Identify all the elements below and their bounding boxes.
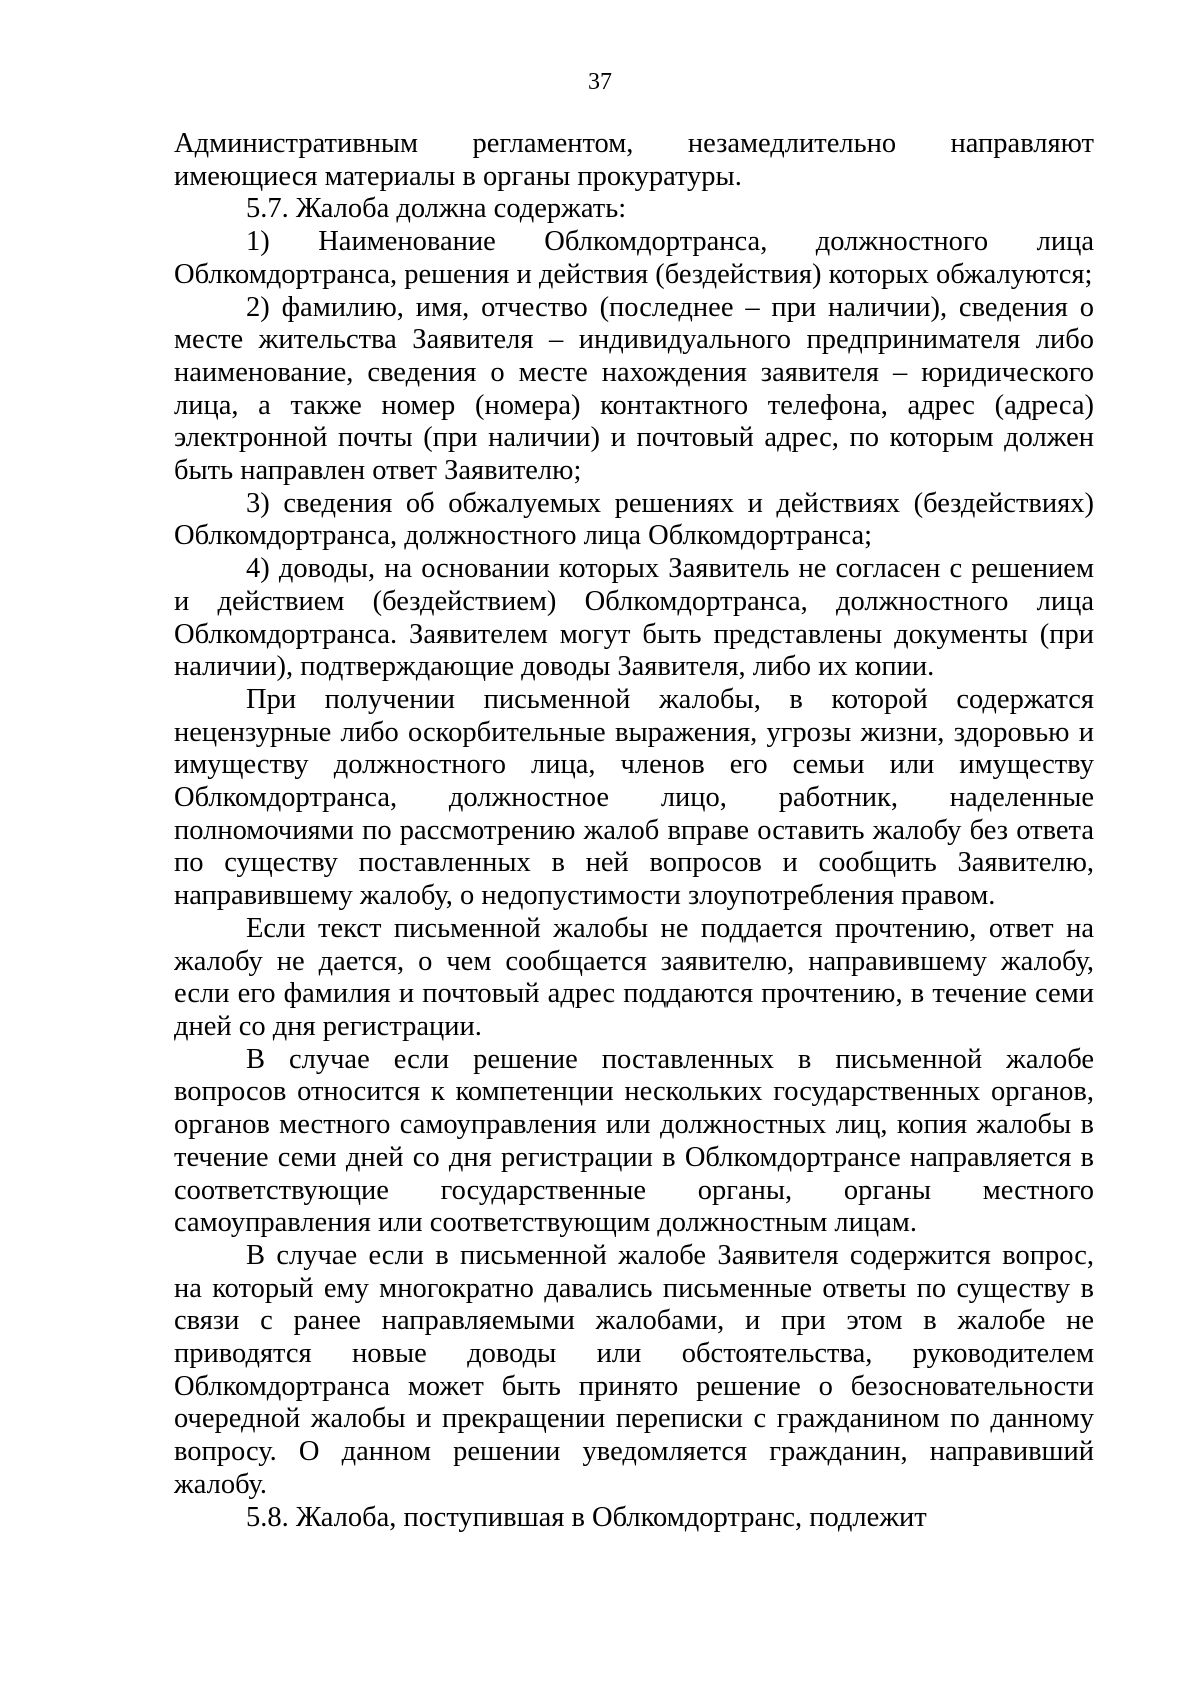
paragraph-item-4: 4) доводы, на основании которых Заявитель не согласен с решением и действием (бездействием) Облкомдортранса, должностного лица Облкомдортранса. Заявителем могут быть представлены документы (при наличии), подтверждающие доводы Заявителя, либо их копии. (174, 553, 1094, 683)
paragraph-continuation: Административным регламентом, незамедлительно направляют имеющиеся материалы в органы прокуратуры. (174, 128, 1094, 192)
document-body (174, 128, 1094, 1534)
paragraph-unreadable-complaint: Если текст письменной жалобы не поддается прочтению, ответ на жалобу не дается, о чем сообщается заявителю, направившему жалобу, если его фамилия и почтовый адрес поддаются прочтению, в течение семи дней со дня регистрации. (174, 912, 1094, 1042)
paragraph-multiple-competence: В случае если решение поставленных в письменной жалобе вопросов относится к компетенции нескольких государственных органов, органов местного самоуправления или должностных лиц, копия жалобы в течение семи дней со дня регистрации в Облкомдортрансе направляется в соответствующие государственные органы, органы местного самоуправления или соответствующим должностным лицам. (174, 1043, 1094, 1239)
paragraph-item-2: 2) фамилию, имя, отчество (последнее – при наличии), сведения о месте жительства Заявителя – индивидуального предпринимателя либо наименование, сведения о месте нахождения заявителя – юридического лица, а также номер (номера) контактного телефона, адрес (адреса) электронной почты (при наличии) и почтовый адрес, по которым должен быть направлен ответ Заявителю; (174, 291, 1094, 487)
paragraph-item-1: 1) Наименование Облкомдортранса, должностного лица Облкомдортранса, решения и действия (бездействия) которых обжалуются; (174, 226, 1094, 290)
paragraph-5-7-heading: 5.7. Жалоба должна содержать: (246, 193, 627, 225)
paragraph-item-3: 3) сведения об обжалуемых решениях и действиях (бездействиях) Облкомдортранса, должностного лица Облкомдортранса; (174, 487, 1094, 552)
paragraph-repeated-question: В случае если в письменной жалобе Заявителя содержится вопрос, на который ему многократно давались письменные ответы по существу в связи с ранее направляемыми жалобами, и при этом в жалобе не приводятся новые доводы или обстоятельства, руководителем Облкомдортранса может быть принято решение о безосновательности очередной жалобы и прекращении переписки с гражданином по данному вопросу. О данном решении уведомляется гражданин, направивший жалобу. (174, 1239, 1094, 1500)
page-number: 37 (588, 69, 612, 95)
paragraph-5-8-start: 5.8. Жалоба, поступившая в Облкомдортранс, подлежит (246, 1501, 927, 1533)
paragraph-offensive-complaint: При получении письменной жалобы, в которой содержатся нецензурные либо оскорбительные выражения, угрозы жизни, здоровью и имуществу должностного лица, членов его семьи или имуществу Облкомдортранса, должностное лицо, работник, наделенные полномочиями по рассмотрению жалоб вправе оставить жалобу без ответа по существу поставленных в ней вопросов и сообщить Заявителю, направившему жалобу, о недопустимости злоупотребления правом. (174, 683, 1094, 912)
